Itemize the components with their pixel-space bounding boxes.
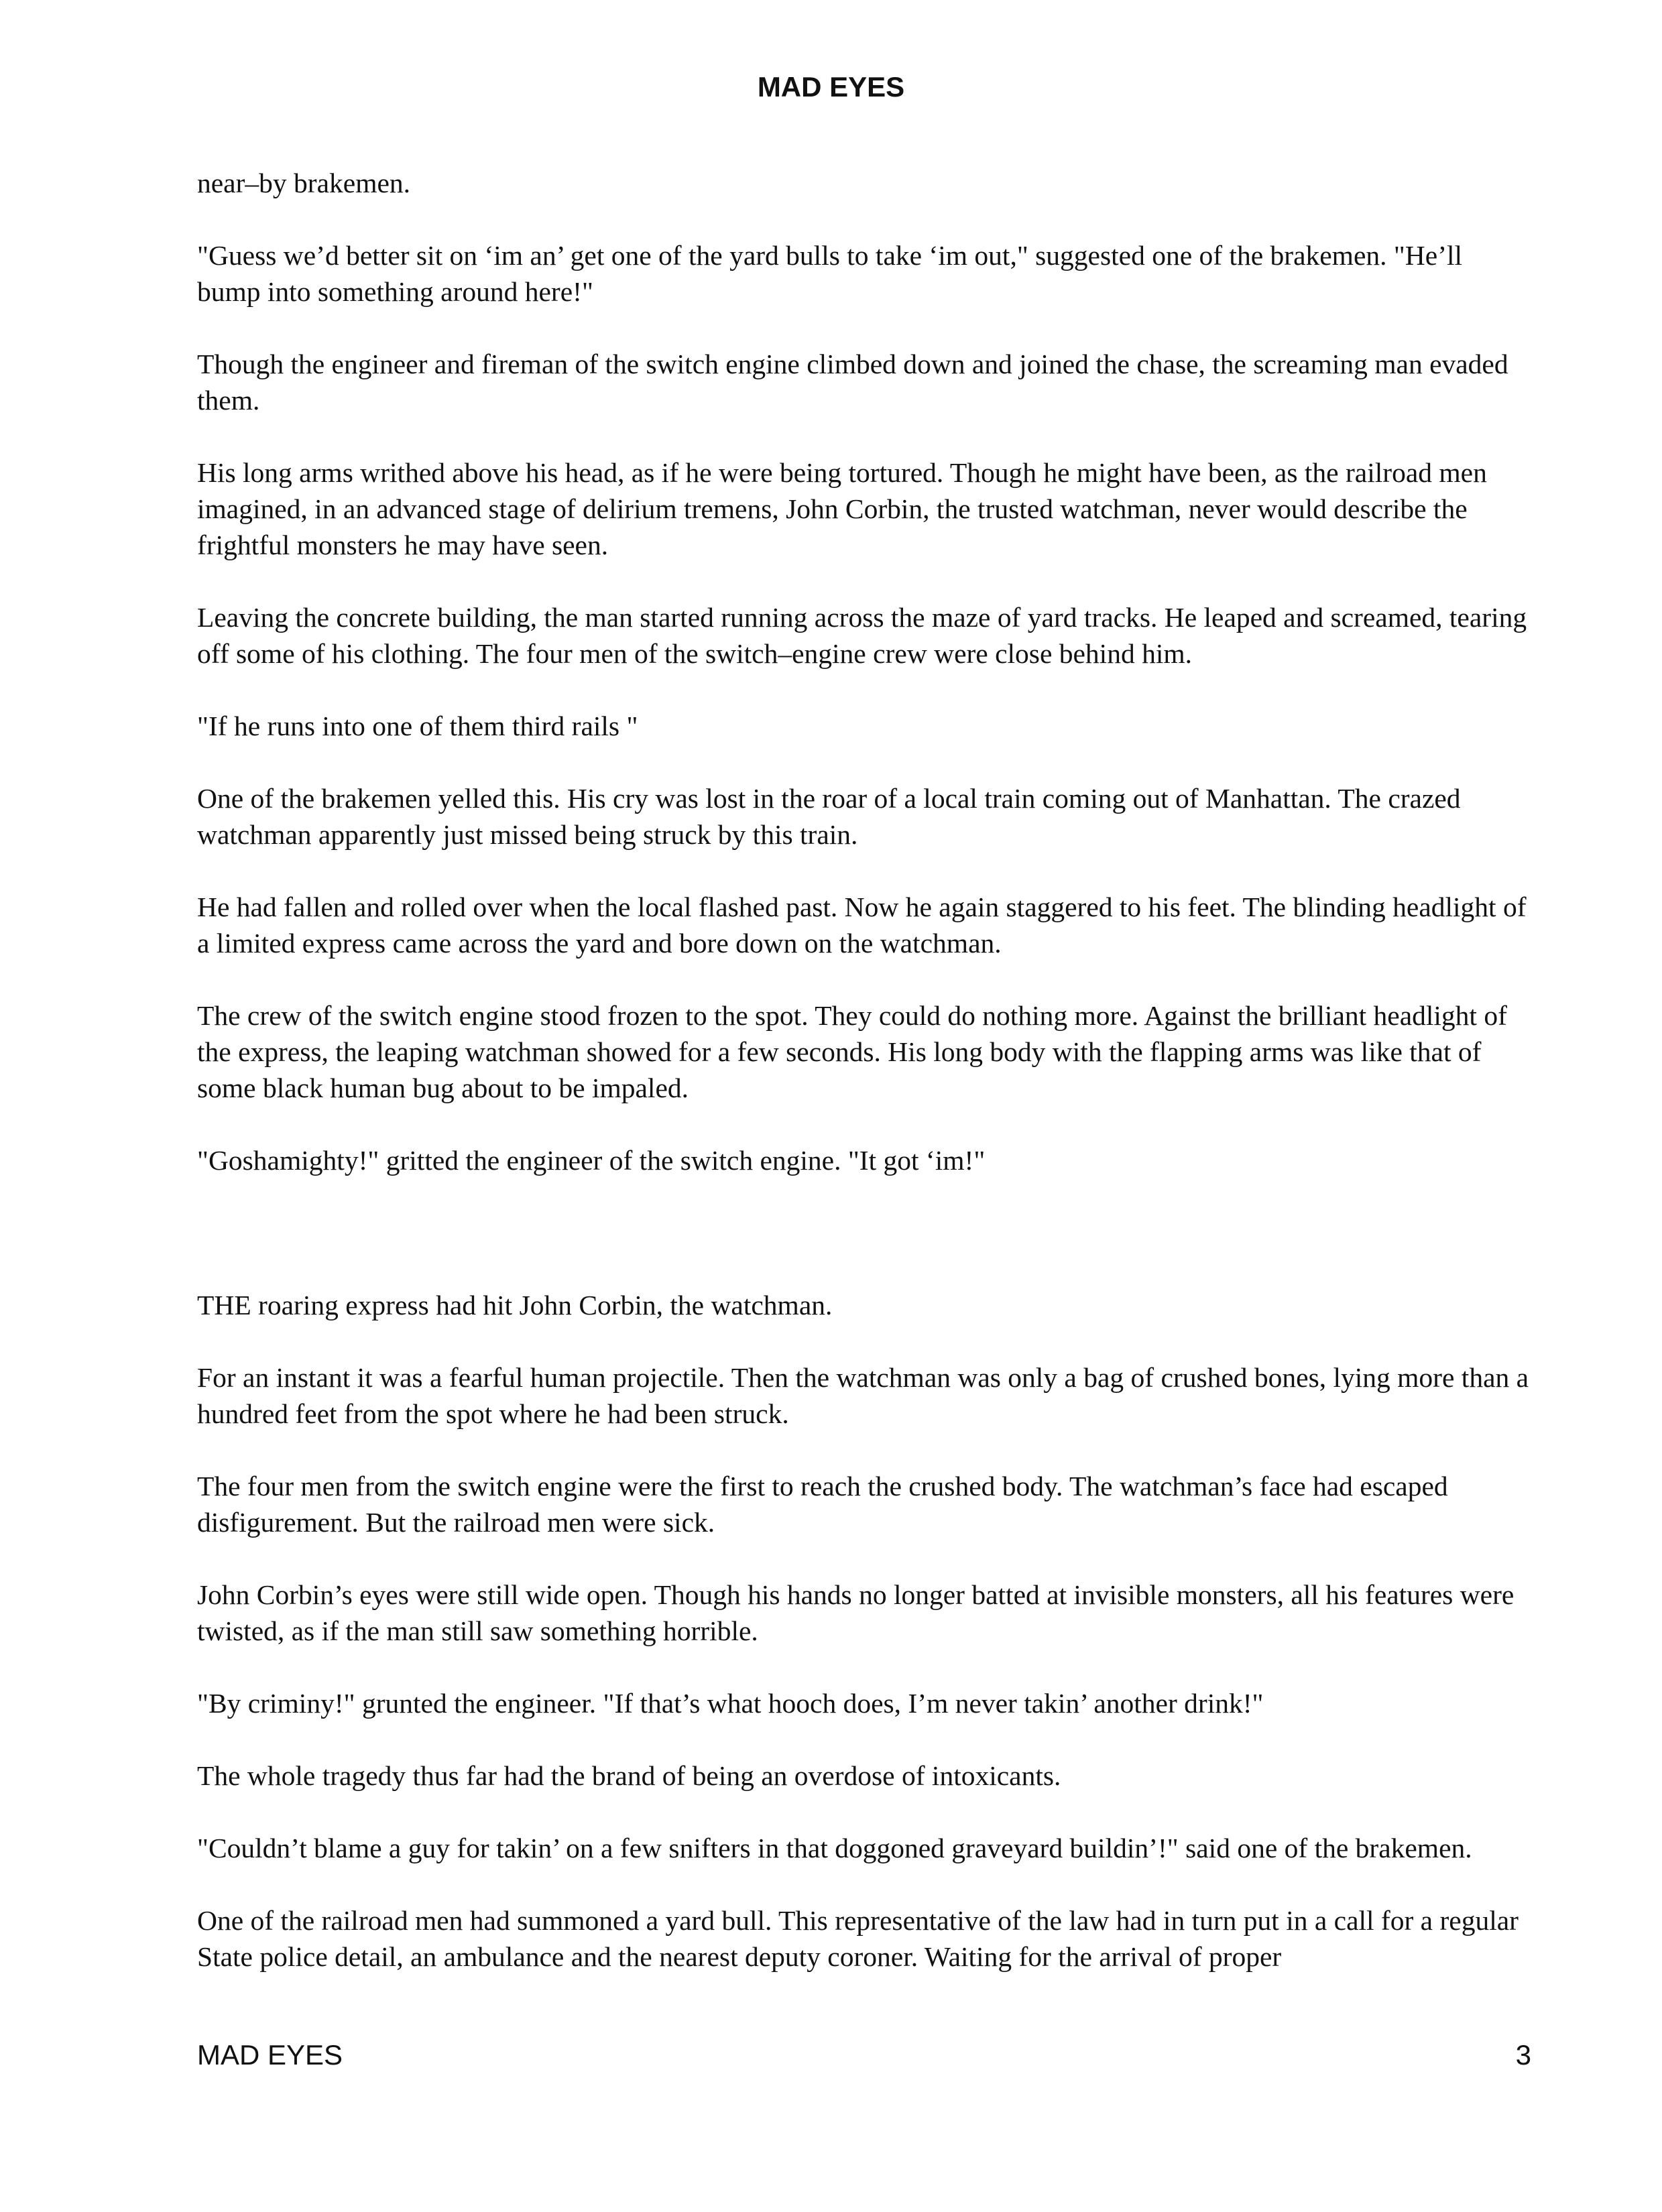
story-text — [197, 165, 1531, 2011]
paragraph: The crew of the switch engine stood frozen to the spot. They could do nothing more. Against the brilliant headlight of the express, the leaping watchman showed for a few seconds. His long body with the flapping arms was like that of some black human bug about to be impaled. — [197, 1000, 1507, 1103]
paragraph: THE roaring express had hit John Corbin, the watchman. — [197, 1290, 833, 1320]
paragraph: For an instant it was a fearful human projectile. Then the watchman was only a bag of crushed bones, lying more than a hundred feet from the spot where he had been struck. — [197, 1362, 1529, 1429]
paragraph: The four men from the switch engine were the first to reach the crushed body. The watchman’s face had escaped disfigurement. But the railroad men were sick. — [197, 1471, 1448, 1538]
paragraph: "Goshamighty!" gritted the engineer of the switch engine. "It got ‘im!" — [197, 1145, 986, 1176]
paragraph: One of the railroad men had summoned a yard bull. This representative of the law had in turn put in a call for a regular State police detail, an ambulance and the nearest deputy coroner. Waiting for the arrival of proper — [197, 1905, 1519, 1972]
page-footer — [197, 2035, 1531, 2075]
paragraph: John Corbin’s eyes were still wide open. Though his hands no longer batted at invisible monsters, all his features were twisted, as if the man still saw something horrible. — [197, 1579, 1515, 1646]
paragraph: "By criminy!" grunted the engineer. "If that’s what hooch does, I’m never takin’ another drink!" — [197, 1688, 1264, 1719]
paragraph: "Couldn’t blame a guy for takin’ on a few snifters in that doggoned graveyard buildin’!" said one of the brakemen. — [197, 1833, 1472, 1863]
paragraph: near–by brakemen. — [197, 168, 411, 198]
paragraph: He had fallen and rolled over when the local flashed past. Now he again staggered to his feet. The blinding headlight of a limited express came across the yard and bore down on the watchman. — [197, 892, 1527, 959]
paragraph: One of the brakemen yelled this. His cry was lost in the roar of a local train coming out of Manhattan. The crazed watchman apparently just missed being struck by this train. — [197, 783, 1461, 850]
footer-title: MAD EYES — [197, 2039, 343, 2071]
paragraph: Leaving the concrete building, the man started running across the maze of yard tracks. He leaped and screamed, tearing off some of his clothing. The four men of the switch–engine crew were close behind him. — [197, 602, 1527, 669]
paragraph: "If he runs into one of them third rails " — [197, 711, 638, 741]
section-break — [197, 1215, 1531, 1287]
page-number: 3 — [1515, 2039, 1531, 2071]
paragraph: His long arms writhed above his head, as if he were being tortured. Though he might have been, as the railroad men imagined, in an advanced stage of delirium tremens, John Corbin, the trusted watchman, never would describe the frightful monsters he may have seen. — [197, 457, 1487, 560]
paragraph: The whole tragedy thus far had the brand of being an overdose of intoxicants. — [197, 1760, 1061, 1791]
page-header-title: MAD EYES — [757, 71, 905, 103]
paragraph: Though the engineer and fireman of the switch engine climbed down and joined the chase, the screaming man evaded them. — [197, 349, 1508, 416]
paragraph: "Guess we’d better sit on ‘im an’ get one of the yard bulls to take ‘im out," suggested one of the brakemen. "He’ll bump into something around here!" — [197, 240, 1463, 307]
